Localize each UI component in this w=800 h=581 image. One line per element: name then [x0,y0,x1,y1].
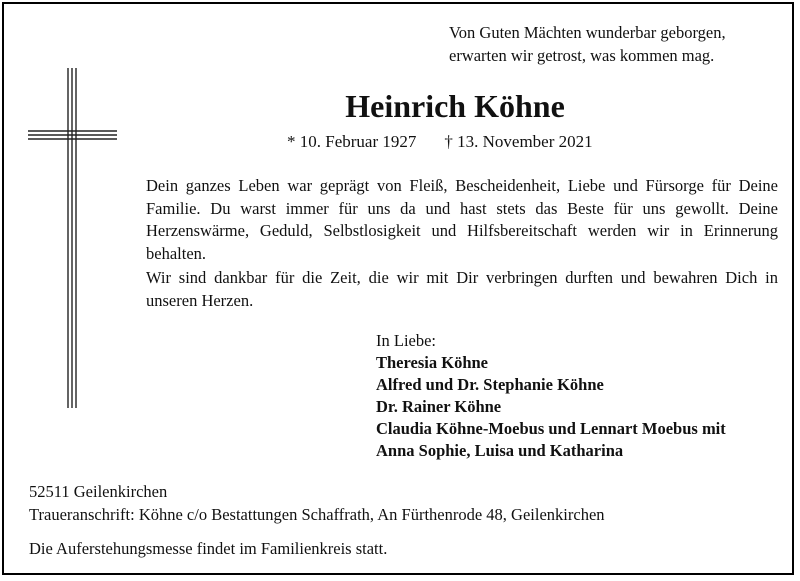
mourners-intro: In Liebe: [376,331,437,350]
mass-notice: Die Auferstehungsmesse findet im Familienkreis statt. [29,539,388,558]
tribute-paragraph: Dein ganzes Leben war geprägt von Fleiß, Bescheidenheit, Liebe und Fürsorge für Deine Familie. Du warst immer für uns da und hast stets das Beste für uns gewollt. Deine Herzenswärme, Geduld, Selbstlosigkeit und Hilfsbereitschaft werden wir in Erinnerung behalten. [146,176,778,263]
motto-line-2: erwarten wir getrost, was kommen mag. [449,46,715,65]
mourner-name: Theresia Köhne [376,353,488,372]
death-date: † 13. November 2021 [444,132,593,151]
mourner-name: Dr. Rainer Köhne [376,397,502,416]
mourner-name: Alfred und Dr. Stephanie Köhne [376,375,604,394]
life-dates [287,131,593,153]
deceased-name: Heinrich Köhne [345,88,565,124]
mourner-name: Claudia Köhne-Moebus und Lennart Moebus mit [376,419,726,438]
mourners-list [376,330,781,462]
footer-city: 52511 Geilenkirchen [29,482,168,501]
mourning-address: Traueranschrift: Köhne c/o Bestattungen Schaffrath, An Fürthenrode 48, Geilenkirchen [29,505,605,524]
motto-line-1: Von Guten Mächten wunderbar geborgen, [449,23,726,42]
motto-verse [449,21,779,67]
mourner-name: Anna Sophie, Luisa und Katharina [376,441,624,460]
birth-date: * 10. Februar 1927 [287,132,417,151]
gratitude-paragraph: Wir sind dankbar für die Zeit, die wir mit Dir verbringen durften und bewahren Dich in unseren Herzen. [146,268,778,310]
footer-info [29,480,779,560]
